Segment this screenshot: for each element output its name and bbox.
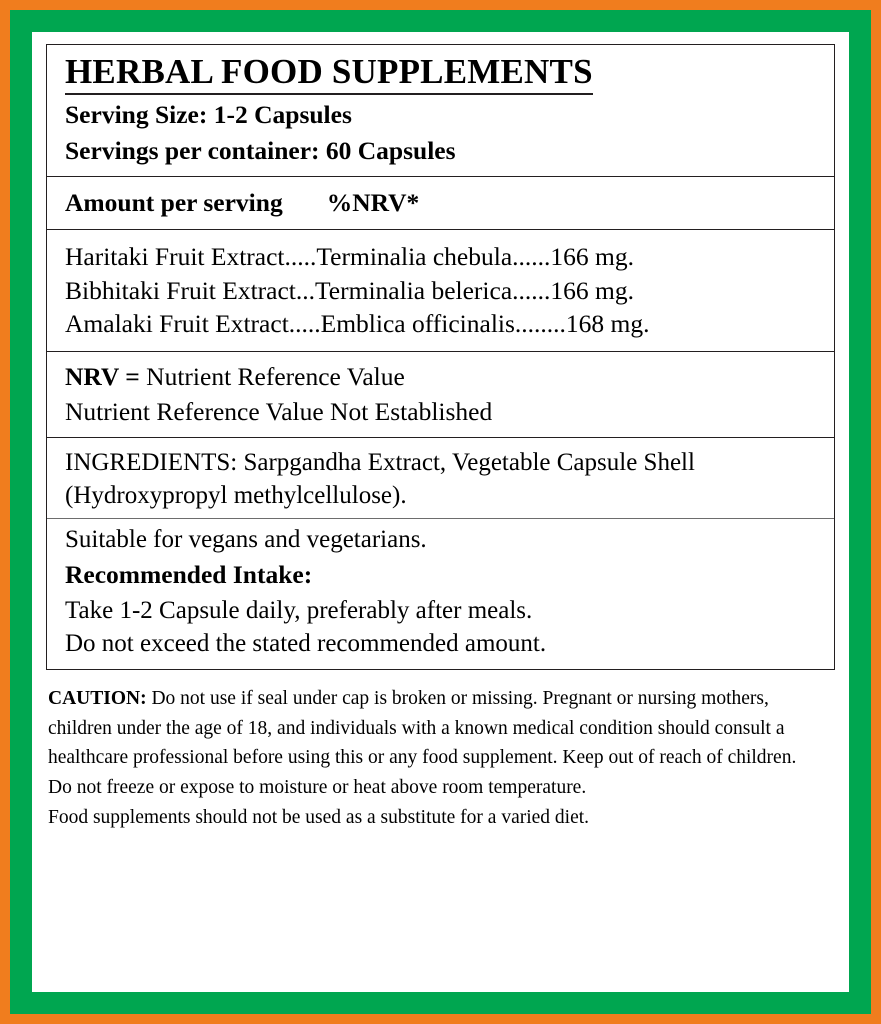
nrv-percent-label: %NRV* (326, 188, 420, 218)
supplement-facts-box (46, 44, 835, 670)
header-section (47, 45, 834, 176)
intake-line-2: Do not exceed the stated recommended amount. (65, 630, 547, 658)
suitable-for-text: Suitable for vegans and vegetarians. (65, 525, 427, 553)
list-item: Amalaki Fruit Extract.....Emblica officinalis........168 mg. (65, 309, 650, 339)
intake-section (47, 519, 834, 669)
list-item: Bibhitaki Fruit Extract...Terminalia belerica......166 mg. (65, 275, 634, 305)
amount-per-serving-label: Amount per serving (65, 188, 283, 218)
amount-per-serving-header (47, 177, 834, 229)
ingredients-text: INGREDIENTS: Sarpgandha Extract, Vegetable Capsule Shell (Hydroxypropyl methylcellulose). (65, 448, 695, 509)
nrv-definition-line (65, 360, 816, 394)
caution-section (46, 670, 835, 832)
nrv-definition-section (47, 352, 834, 437)
page-title: HERBAL FOOD SUPPLEMENTS (65, 53, 593, 95)
supplement-label-panel (32, 32, 849, 992)
ingredients-section (47, 438, 834, 518)
diet-paragraph: Food supplements should not be used as a substitute for a varied diet. (48, 806, 590, 828)
ingredient-amount-list (47, 230, 834, 351)
nrv-definition-text: Nutrient Reference Value (139, 362, 405, 392)
list-item: Haritaki Fruit Extract.....Terminalia chebula......166 mg. (65, 242, 634, 272)
caution-text: Do not use if seal under cap is broken or missing. Pregnant or nursing mothers, children under the age of 18, and individuals with a known medical condition should consult a healthcare professional before using this or any food supplement. Keep out of reach of children. (48, 688, 797, 769)
recommended-intake-heading: Recommended Intake: (65, 559, 313, 589)
storage-paragraph: Do not freeze or expose to moisture or heat above room temperature. (48, 777, 587, 799)
serving-size-line: Serving Size: 1-2 Capsules (65, 99, 352, 129)
caution-label: CAUTION: (48, 688, 147, 710)
nrv-abbrev-label: NRV = (65, 362, 140, 392)
supplement-label-inner-border (10, 10, 871, 1014)
caution-paragraph (48, 684, 833, 773)
intake-line-1: Take 1-2 Capsule daily, preferably after meals. (65, 596, 533, 624)
servings-per-container-line: Servings per container: 60 Capsules (65, 136, 456, 166)
nrv-not-established-line: Nutrient Reference Value Not Established (65, 396, 493, 426)
